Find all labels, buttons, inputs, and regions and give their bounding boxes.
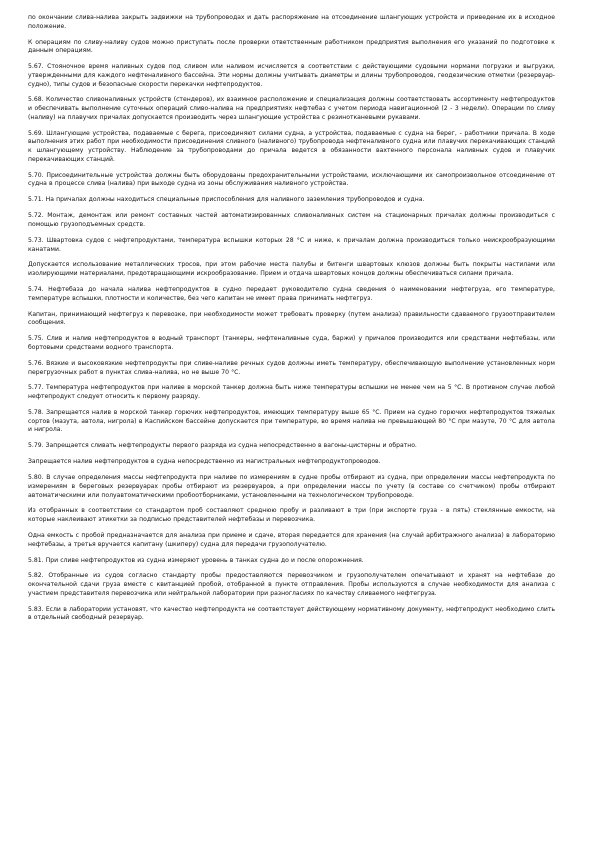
paragraph-5-82: 5.82. Отобранные из судов согласно стандарту пробы предоставляются перевозчиком и грузополучателем опечатывают и хранят на нефтебазе до окончательной сдачи груза вместе с квитанцией пробой, отобранной в пункте отправления. Пробы используются в случае необходимости для анализа с участием представителя перевозчика или нейтральной лаборатории при разногласиях по качеству сливаемого нефтегруза.	[28, 572, 555, 597]
paragraph-5-74: 5.74. Нефтебаза до начала налива нефтепродуктов в судно передает руководителю судна сведения о наименовании нефтегруза, его температуре, температуре вспышки, плотности и количестве, без чего капитан не имеет права принимать нефтегруз.	[28, 286, 555, 302]
paragraph-5-83: 5.83. Если в лаборатории установят, что качество нефтепродукта не соответствует действующему нормативному документу, нефтепродукт необходимо слить в отдельный свободный резервуар.	[28, 605, 555, 622]
paragraph: Допускается использование металлических тросов, при этом рабочие места палубы и битенги швартовых клюзов должны быть покрыты настилами или изолирующими материалами, предотвращающими искрообразование. Прием и отдача швартовых концов должны обеспечиваться силами причала.	[28, 261, 555, 278]
paragraph: Капитан, принимающий нефтегруз к перевозке, при необходимости может требовать проверку (путем анализа) правильности сдаваемого грузоотправителем сообщения.	[28, 310, 555, 327]
paragraph-5-68: 5.68. Количество сливоналивных устройств (стендеров), их взаимное расположение и специализация должны соответствовать ассортименту нефтепродуктов и обеспечивать выполнение суточных операций сливо-налива на предприятиях нефтебаз с учетом периода навигационной (2 - 3 недели). Операции по сливу (наливу) на плавучих причалах допускается производить через шлангующие устройства с резинотканевыми рукавами.	[28, 96, 555, 121]
paragraph: К операциям по сливу-наливу судов можно приступать после проверки ответственным работником предприятия выполнения его указаний по подготовке к данным операциям.	[28, 38, 555, 55]
paragraph: Запрещается налив нефтепродуктов в судна непосредственно из магистральных нефтепродуктопроводов.	[28, 458, 381, 466]
paragraph-5-76: 5.76. Вязкие и высоковязкие нефтепродукты при сливе-наливе речных судов должны иметь температуру, обеспечивающую выполнение установленных норм перегрузочных работ в пунктах слива-налива, но не выше 70 °С.	[28, 359, 555, 376]
paragraph-5-67: 5.67. Стояночное время наливных судов под сливом или наливом исчисляется в соответствии с действующими судовыми нормами погрузки и выгрузки, утвержденными для каждого нефтеналивного бассейна. Эти нормы должны учитывать диаметры и длины трубопроводов, геодезические отметки (резервуар-судно), типы судов и безопасные скорости перекачки нефтепродуктов.	[28, 63, 555, 88]
paragraph: по окончании слива-налива закрыть задвижки на трубопроводах и дать распоряжение на отсоединение шлангующих устройств и приведение их в исходное положение.	[28, 14, 555, 30]
paragraph-5-81: 5.81. При сливе нефтепродуктов из судна измеряют уровень в танках судна до и после опорожнения.	[28, 556, 364, 564]
paragraph-5-71: 5.71. На причалах должны находиться специальные приспособления для наливного заземления трубопроводов и судна.	[28, 196, 425, 204]
paragraph-5-77: 5.77. Температура нефтепродуктов при наливе в морской танкер должна быть ниже температуры вспышки не менее чем на 5 °С. В противном случае любой нефтепродукт следует относить к первому разряду.	[28, 384, 555, 401]
paragraph-5-79: 5.79. Запрещается сливать нефтепродукты первого разряда из судна непосредственно в вагоны-цистерны и обратно.	[28, 442, 417, 450]
paragraph-5-78: 5.78. Запрещается налив в морской танкер горючих нефтепродуктов, имеющих температуру выше 65 °С. Прием на судно горючих нефтепродуктов тяжелых сортов (мазута, автола, нигрола) в Каспийском бассейне допускается при температуре, во время налива не превышающей 80 °С при мазуте, 70 °С для автола и нигрола.	[28, 409, 555, 434]
paragraph-5-80: 5.80. В случае определения массы нефтепродукта при наливе по измерениям в судне пробы отбирают из судна, при определении массы нефтепродукта по измерениям в береговых резервуарах пробы отбирают из резервуаров, а при определении массы по учету (в составе со счетчиком) пробы отбирают автоматическими или полуавтоматическими пробоотборниками, установленными на технологическом трубопроводе.	[28, 474, 555, 499]
paragraph: Одна емкость с пробой предназначается для анализа при приеме и сдаче, вторая передается для хранения (на случай арбитражного анализа) в лабораторию нефтебазы, а третья вручается капитану (шкиперу) судна для передачи грузополучателю.	[28, 531, 555, 548]
paragraph-5-70: 5.70. Присоединительные устройства должны быть оборудованы предохранительными устройствами, исключающими их самопроизвольное отсоединение от судна в процессе слива (налива) при выходе судна из зоны обслуживания наливного устройства.	[28, 171, 555, 188]
paragraph-5-75: 5.75. Слив и налив нефтепродуктов в водный транспорт (танкеры, нефтеналивные суда, баржи) у причалов производится или средствами нефтебазы, или бортовыми средствами водного транспорта.	[28, 335, 555, 351]
paragraph-5-73: 5.73. Швартовка судов с нефтепродуктами, температура вспышки которых 28 °С и ниже, к причалам должна производиться только неискрообразующими канатами.	[28, 236, 555, 253]
paragraph-5-69: 5.69. Шлангующие устройства, подаваемые с берега, присоединяют силами судна, а устройства, подаваемые с судна на берег, - работники причала. В ходе выполнения этих работ при необходимости присоединения сливного (наливного) трубопровода нефтеналивного судна или плавучих перекачивающих станций к шлангующему устройству. Наблюдение за трубопроводами до причала ведется в обязанности вахтенного персонала наливных судов и плавучих перекачивающих станций.	[28, 129, 555, 163]
paragraph: Из отобранных в соответствии со стандартом проб составляют среднюю пробу и разливают в три (при экспорте груза - в пять) стеклянные емкости, на которые наклеивают этикетки за подписью представителей нефтебазы и перевозчика.	[28, 507, 555, 524]
paragraph-5-72: 5.72. Монтаж, демонтаж или ремонт составных частей автоматизированных сливоналивных систем на стационарных причалах должны производиться с помощью грузоподъемных средств.	[28, 212, 555, 228]
